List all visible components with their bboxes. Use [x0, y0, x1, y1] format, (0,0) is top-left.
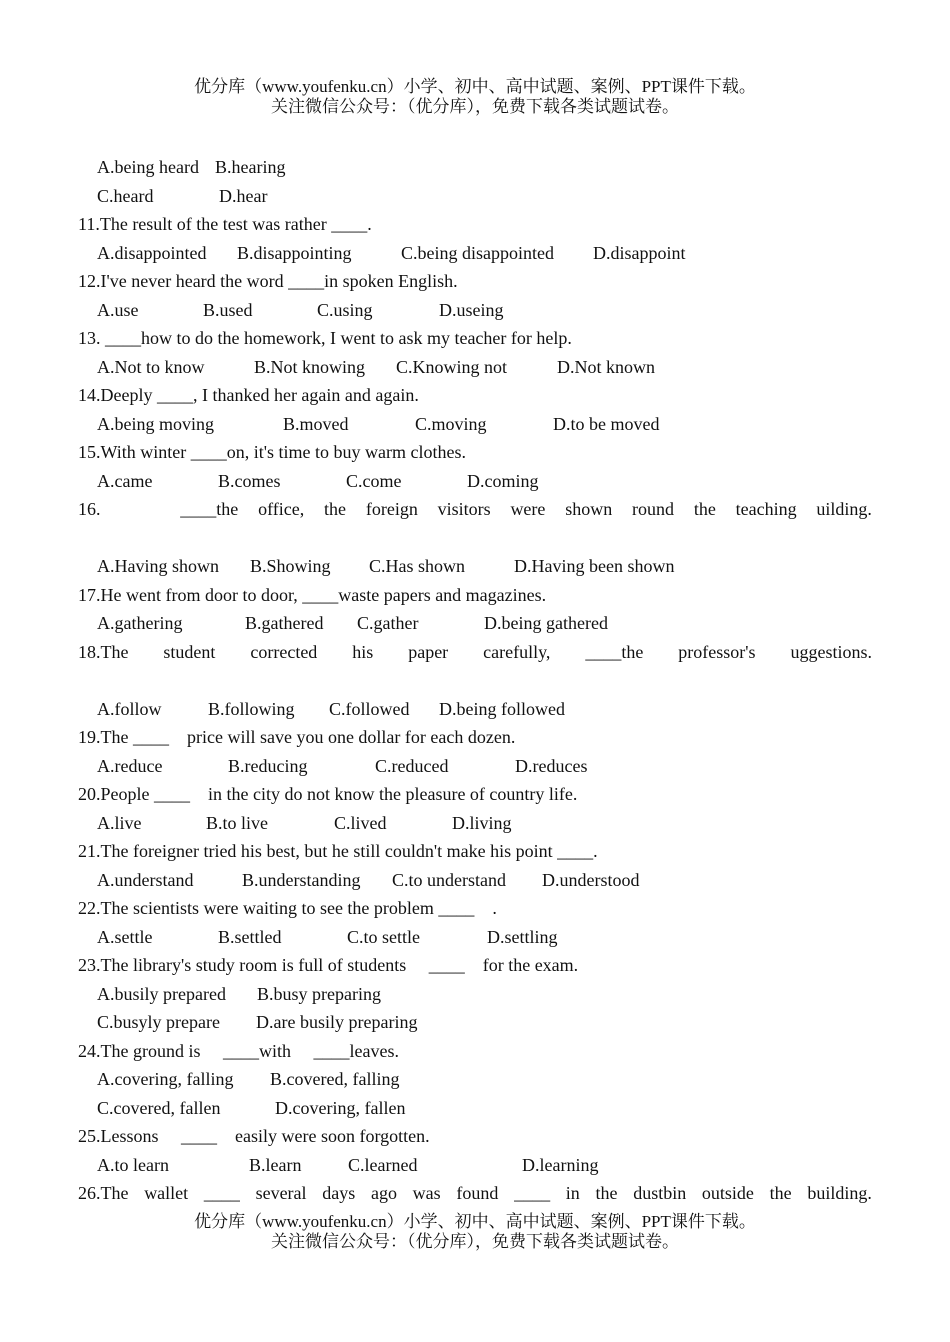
- q10-option-a: A.being heard: [97, 157, 199, 177]
- q14-option-a: A.being moving: [97, 413, 214, 434]
- q24-text: 24.The ground is ____with ____leaves.: [78, 1040, 399, 1061]
- q11-text: 11.The result of the test was rather ____.: [78, 214, 372, 234]
- q16-word: foreign: [365, 499, 418, 519]
- q15-text: 15.With winter ____on, it's time to buy warm clothes.: [78, 442, 466, 462]
- q18-options: [78, 695, 872, 724]
- spacer: [78, 666, 872, 695]
- q15-options: [78, 467, 872, 496]
- q16-option-a: A.Having shown: [97, 556, 219, 576]
- q26-word: wallet: [144, 1183, 189, 1203]
- q13-option-d: D.Not known: [557, 356, 655, 377]
- q18-option-d: D.being followed: [439, 698, 565, 719]
- q15-option-c: C.come: [346, 470, 402, 491]
- q16-options: [78, 552, 872, 581]
- q22-option-a: A.settle: [97, 926, 153, 947]
- q15-option-b: B.comes: [218, 470, 281, 491]
- q21-option-d: D.understood: [542, 869, 640, 890]
- q15-option-a: A.came: [97, 470, 153, 491]
- q19-option-b: B.reducing: [228, 755, 308, 776]
- page-footer: [0, 1212, 950, 1252]
- q14-option-b: B.moved: [283, 413, 349, 434]
- header-line-2: 关注微信公众号：（优分库），免费下载各类试题试卷。: [271, 97, 679, 116]
- q16-word: visitors: [437, 499, 491, 519]
- q24-option-d: D.covering, fallen: [275, 1097, 406, 1118]
- q17-options: [78, 609, 872, 638]
- q18-text: [78, 638, 872, 667]
- q26-word: the: [595, 1183, 618, 1203]
- q12-option-c: C.using: [317, 299, 373, 320]
- q21-option-a: A.understand: [97, 869, 194, 890]
- q25-options: [78, 1151, 872, 1180]
- q18-word: corrected: [250, 641, 318, 662]
- q14-option-c: C.moving: [415, 413, 487, 434]
- q10-option-c: C.heard: [97, 185, 154, 206]
- q24-options-row-1: [78, 1065, 872, 1094]
- q14-options: [78, 410, 872, 439]
- q19-options: [78, 752, 872, 781]
- q13-option-c: C.Knowing not: [396, 356, 508, 377]
- q26-word: several: [255, 1183, 307, 1203]
- q10-options-row-2: [78, 182, 872, 211]
- q12-option-a: A.use: [97, 299, 139, 320]
- q12-text: 12.I've never heard the word ____in spoken English.: [78, 271, 458, 291]
- q26-word: dustbin: [633, 1183, 687, 1203]
- q22-text: 22.The scientists were waiting to see the problem ____ .: [78, 898, 497, 918]
- q13-text: 13. ____how to do the homework, I went to ask my teacher for help.: [78, 328, 572, 348]
- q16-word: the: [324, 499, 347, 519]
- q20-text: 20.People ____ in the city do not know the pleasure of country life.: [78, 784, 578, 804]
- q16-option-b: B.Showing: [250, 556, 331, 576]
- q16-word: office,: [258, 499, 305, 519]
- q20-option-d: D.living: [452, 812, 512, 833]
- q23-option-a: A.busily prepared: [97, 983, 226, 1004]
- q26-word: was: [412, 1183, 441, 1203]
- q18-word: uggestions.: [790, 641, 872, 662]
- q23-text: 23.The library's study room is full of students ____ for the exam.: [78, 955, 579, 975]
- page-header: [0, 77, 950, 117]
- q10-option-b: B.hearing: [215, 157, 286, 177]
- q20-option-b: B.to live: [206, 812, 268, 833]
- q16-word: round: [632, 499, 675, 519]
- q23-option-c: C.busyly prepare: [97, 1012, 220, 1032]
- q18-option-b: B.following: [208, 698, 295, 719]
- q26-word: outside: [701, 1183, 754, 1203]
- q25-option-d: D.learning: [522, 1154, 599, 1175]
- q26-word: ago: [370, 1183, 397, 1203]
- q21-text: 21.The foreigner tried his best, but he still couldn't make his point ____.: [78, 841, 598, 861]
- q22-option-d: D.settling: [487, 926, 558, 947]
- footer-line-2: 关注微信公众号：（优分库），免费下载各类试题试卷。: [271, 1232, 679, 1251]
- q16-word: teaching: [735, 499, 797, 519]
- q25-text: 25.Lessons ____ easily were soon forgotten.: [78, 1126, 430, 1146]
- q15-option-d: D.coming: [467, 470, 539, 491]
- q16-word: were: [510, 499, 546, 519]
- q18-word: ____the: [585, 641, 644, 662]
- footer-line-1: 优分库（www.youfenku.cn）小学、初中、高中试题、案例、PPT课件下载。: [194, 1212, 756, 1231]
- q23-options-row-1: [78, 980, 872, 1009]
- q26-text: [78, 1179, 872, 1208]
- q25-option-b: B.learn: [249, 1154, 302, 1175]
- q11-options: [78, 239, 872, 268]
- q14-option-d: D.to be moved: [553, 413, 660, 434]
- q13-options: [78, 353, 872, 382]
- q21-option-b: B.understanding: [242, 869, 361, 890]
- q10-option-d: D.hear: [219, 185, 268, 206]
- q17-option-a: A.gathering: [97, 613, 183, 633]
- q18-word: carefully,: [483, 641, 551, 662]
- q26-word: in: [565, 1183, 580, 1203]
- q19-option-d: D.reduces: [515, 755, 588, 776]
- q13-option-a: A.Not to know: [97, 356, 205, 377]
- q24-option-a: A.covering, falling: [97, 1069, 234, 1089]
- q20-option-c: C.lived: [334, 812, 387, 833]
- q16-word: ____the: [180, 499, 239, 519]
- question-list: [78, 153, 872, 1208]
- q11-option-b: B.disappointing: [237, 242, 352, 263]
- q16-word: shown: [565, 499, 613, 519]
- q22-option-c: C.to settle: [347, 926, 420, 947]
- q26-word: found: [456, 1183, 499, 1203]
- q13-option-b: B.Not knowing: [254, 356, 366, 377]
- q25-option-c: C.learned: [348, 1154, 418, 1175]
- q22-options: [78, 923, 872, 952]
- q21-options: [78, 866, 872, 895]
- q26-word: 26.The: [78, 1183, 129, 1203]
- q17-option-b: B.gathered: [245, 613, 324, 633]
- q17-option-c: C.gather: [357, 613, 419, 633]
- q17-text: 17.He went from door to door, ____waste papers and magazines.: [78, 584, 547, 605]
- q17-option-d: D.being gathered: [484, 613, 608, 633]
- q19-option-a: A.reduce: [97, 755, 163, 776]
- q12-options: [78, 296, 872, 325]
- q20-option-a: A.live: [97, 812, 142, 833]
- spacer: [78, 524, 872, 553]
- q16-word: uilding.: [816, 499, 872, 519]
- q26-word: days: [322, 1183, 356, 1203]
- q24-option-b: B.covered, falling: [270, 1069, 400, 1089]
- q18-word: professor's: [678, 641, 756, 662]
- q26-word: the: [769, 1183, 792, 1203]
- q16-option-d: D.Having been shown: [514, 556, 675, 576]
- q10-options-row-1: [78, 153, 872, 182]
- q18-word: 18.The: [78, 641, 129, 662]
- q12-option-b: B.used: [203, 299, 253, 320]
- q23-options-row-2: [78, 1008, 872, 1037]
- q14-text: 14.Deeply ____, I thanked her again and again.: [78, 385, 419, 405]
- q19-text: 19.The ____ price will save you one dollar for each dozen.: [78, 727, 516, 747]
- q23-option-b: B.busy preparing: [257, 983, 381, 1004]
- q11-option-c: C.being disappointed: [401, 242, 554, 263]
- q16-word: 16.: [78, 499, 101, 519]
- q19-option-c: C.reduced: [375, 755, 449, 776]
- q18-option-c: C.followed: [329, 698, 410, 719]
- q21-option-c: C.to understand: [392, 869, 506, 890]
- q18-word: paper: [408, 641, 449, 662]
- q26-word: ____: [514, 1183, 551, 1203]
- q25-option-a: A.to learn: [97, 1154, 169, 1175]
- q16-word: the: [693, 499, 716, 519]
- q18-word: student: [163, 641, 216, 662]
- q24-options-row-2: [78, 1094, 872, 1123]
- q16-option-c: C.Has shown: [369, 556, 466, 576]
- q12-option-d: D.useing: [439, 299, 504, 320]
- q18-option-a: A.follow: [97, 698, 162, 719]
- q24-option-c: C.covered, fallen: [97, 1097, 221, 1118]
- q22-option-b: B.settled: [218, 926, 282, 947]
- q26-word: ____: [203, 1183, 240, 1203]
- q26-word: building.: [807, 1183, 872, 1203]
- q23-option-d: D.are busily preparing: [256, 1012, 418, 1032]
- q11-option-d: D.disappoint: [593, 242, 686, 263]
- q11-option-a: A.disappointed: [97, 242, 207, 263]
- q20-options: [78, 809, 872, 838]
- q18-word: his: [352, 641, 374, 662]
- header-line-1: 优分库（www.youfenku.cn）小学、初中、高中试题、案例、PPT课件下载。: [194, 77, 756, 96]
- q16-text: [78, 495, 872, 524]
